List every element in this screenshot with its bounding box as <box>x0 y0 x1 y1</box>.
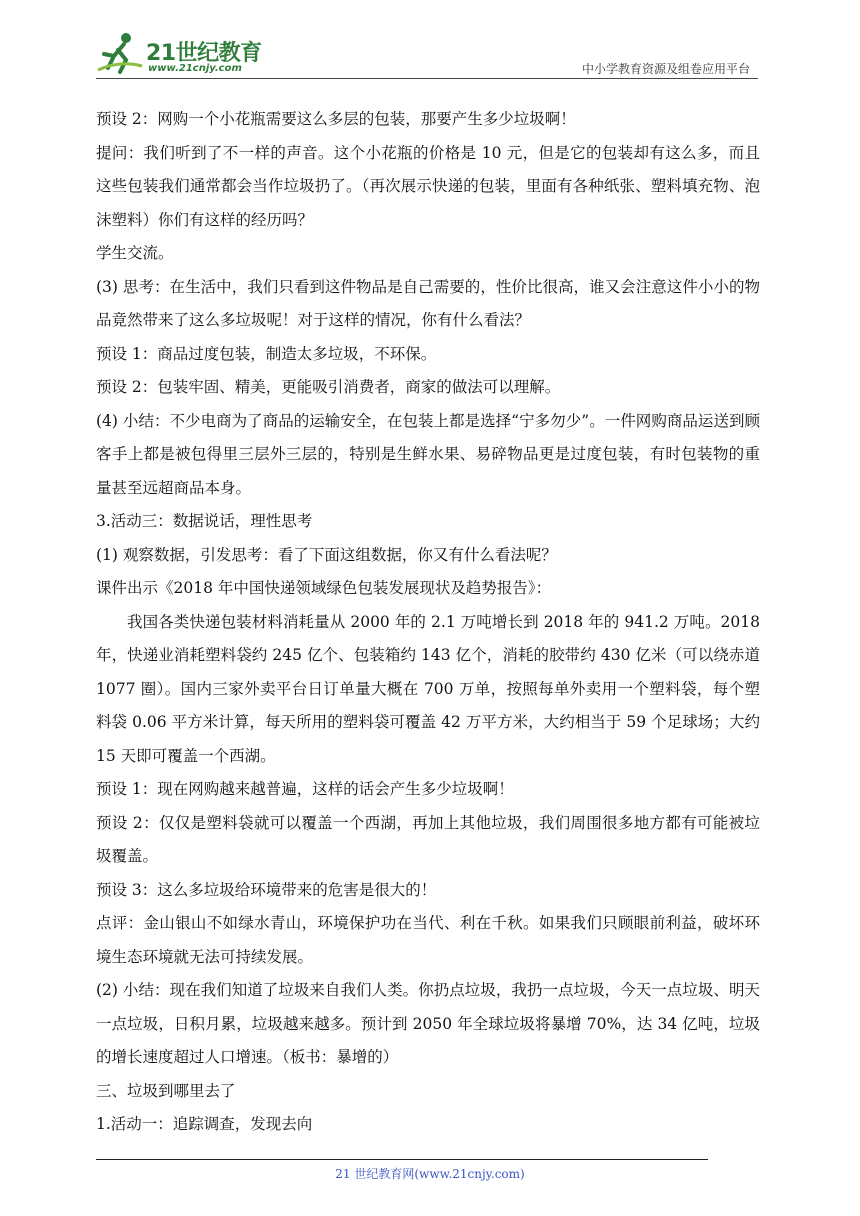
header-divider <box>96 78 758 79</box>
paragraph: (3) 思考：在生活中，我们只看到这件物品是自己需要的，性价比很高，谁又会注意这件小小的物品竟然带来了这么多垃圾呢！对于这样的情况，你有什么看法？ <box>96 277 760 329</box>
runner-logo-icon <box>96 30 144 76</box>
paragraph: 提问：我们听到了不一样的声音。这个小花瓶的价格是 10 元，但是它的包装却有这么多，而且这些包装我们通常都会当作垃圾扔了。（再次展示快递的包装，里面有各种纸张、塑料填充物、泡沫塑料）你们有这样的经历吗？ <box>96 143 760 229</box>
paragraph: 预设 2：包装牢固、精美，更能吸引消费者，商家的做法可以理解。 <box>96 378 561 396</box>
paragraph: 预设 2：仅仅是塑料袋就可以覆盖一个西湖，再加上其他垃圾，我们周围很多地方都有可能被垃圾覆盖。 <box>96 813 760 865</box>
paragraph: 我国各类快递包装材料消耗量从 2000 年的 2.1 万吨增长到 2018 年的 941.2 万吨。2018 年，快递业消耗塑料袋约 245 亿个、包装箱约 143 亿个，消耗的胶带约 430 亿米（可以绕赤道 1077 圈）。国内三家外卖平台日订单量大概在 700 万单，按照每单外卖用一个塑料袋，每个塑料袋 0.06 平方米计算，每天所用的塑料袋可覆盖 42 万平方米，大约相当于 59 个足球场；大约 15 天即可覆盖一个西湖。 <box>96 612 760 765</box>
paragraph: (2) 小结：现在我们知道了垃圾来自我们人类。你扔点垃圾，我扔一点垃圾，今天一点垃圾、明天一点垃圾，日积月累，垃圾越来越多。预计到 2050 年全球垃圾将暴增 70%，达 34 亿吨，垃圾的增长速度超过人口增速。（板书：暴增的） <box>96 981 760 1066</box>
paragraph: 预设 2：网购一个小花瓶需要这么多层的包装，那要产生多少垃圾啊！ <box>96 110 576 128</box>
paragraph: 点评：金山银山不如绿水青山，环境保护功在当代、利在千秋。如果我们只顾眼前利益，破坏环境生态环境就无法可持续发展。 <box>96 914 760 966</box>
document-body <box>96 103 760 1142</box>
paragraph: 3.活动三：数据说话，理性思考 <box>96 512 313 530</box>
paragraph: 三、垃圾到哪里去了 <box>96 1081 236 1100</box>
footer-link[interactable]: 21 世纪教育网(www.21cnjy.com) <box>335 1167 525 1181</box>
paragraph: 预设 1：现在网购越来越普遍，这样的话会产生多少垃圾啊！ <box>96 780 514 798</box>
site-logo[interactable] <box>96 30 266 80</box>
paragraph: (4) 小结：不少电商为了商品的运输安全，在包装上都是选择“宁多勿少”。一件网购商品运送到顾客手上都是被包得里三层外三层的，特别是生鲜水果、易碎物品更是过度包装，有时包装物的重量甚至远超商品本身。 <box>96 411 760 497</box>
paragraph: (1) 观察数据，引发思考：看了下面这组数据，你又有什么看法呢？ <box>96 545 557 564</box>
footer-divider <box>96 1159 708 1160</box>
logo-url: www.21cnjy.com <box>148 63 242 74</box>
platform-name: 中小学教育资源及组卷应用平台 <box>581 62 750 76</box>
logo-text: 21世纪教育 <box>146 41 262 66</box>
paragraph: 预设 1：商品过度包装，制造太多垃圾，不环保。 <box>96 344 437 363</box>
paragraph: 预设 3：这么多垃圾给环境带来的危害是很大的！ <box>96 880 437 899</box>
paragraph: 1.活动一：追踪调查，发现去向 <box>96 1115 313 1133</box>
paragraph: 课件出示《2018 年中国快递领域绿色包装发展现状及趋势报告》： <box>96 579 552 597</box>
paragraph: 学生交流。 <box>96 244 174 262</box>
page-header <box>96 30 758 82</box>
